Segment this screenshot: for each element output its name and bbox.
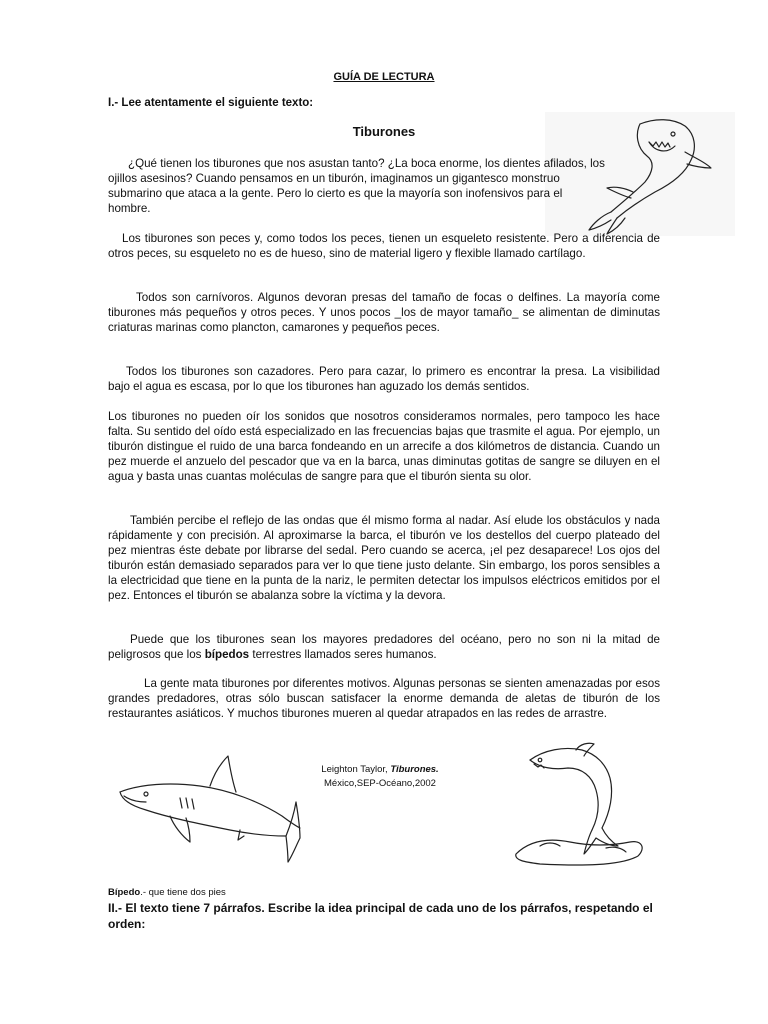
paragraph-3: Todos son carnívoros. Algunos devoran presas del tamaño de focas o delfines. La mayoría come tiburones más pequeños y otros peces. Y unos pocos _los de mayor tamaño_ se alimentan de diminutas criaturas marinas como plancton, camarones y pequeños peces. [108,291,660,334]
paragraph-4-continued: Los tiburones no pueden oír los sonidos que nosotros consideramos normales, pero tampoco les hace falta. Su sentido del oído está especializado en las frecuencias bajas que trasmite el agua. Por ejemplo, un tiburón distingue el ruido de una barca fondeando en un arrecife a dos kilómetros de distancia. Cuando un pez muerde el anzuelo del pescador que va en la barca, unas diminutas gotitas de sangre se diluyen en el agua y basta unas cuantas moléculas de sangre para que el tiburón sienta su olor. [108,410,660,483]
citation [300,763,460,791]
citation-author: Leighton Taylor, [321,764,391,775]
question-2: II.- El texto tiene 7 párrafos. Escribe la idea principal de cada uno de los párrafos, respetando el orden: [108,901,653,931]
citation-publisher: México,SEP-Océano,2002 [324,778,436,789]
definition-text: .- que tiene dos pies [140,887,226,898]
definition-term: Bípedo [108,887,141,898]
paragraph-1: ¿Qué tienen los tiburones que nos asustan tanto? ¿La boca enorme, los dientes afilados, los ojillos asesinos? Cuando pensamos en un tiburón, imaginamos un gigantesco monstruo submarino que ataca a la gente. Pero lo cierto es que la mayoría son inofensivos para el hombre. [108,157,605,215]
definition-note [108,887,226,898]
page-title: GUÍA DE LECTURA [333,71,435,83]
citation-book: Tiburones. [390,764,439,775]
paragraph-7: La gente mata tiburones por diferentes motivos. Algunas personas se sienten amenazadas por esos grandes predadores, otras sólo buscan satisfacer la enorme demanda de aletas de tiburón de los restaurantes asiáticos. Y muchos tiburones mueren al quedar atrapados en las redes de arrastre. [108,677,660,720]
paragraph-2: Los tiburones son peces y, como todos los peces, tienen un esqueleto resistente. Pero a diferencia de otros peces, su esqueleto no es de hueso, sino de material ligero y flexible llamado cartílago. [108,232,660,260]
paragraph-6: Puede que los tiburones sean los mayores predadores del océano, pero no son ni la mitad de peligrosos que los bípedos terrestres llamados seres humanos. [108,633,660,661]
bipedos-term: bípedos [204,648,250,661]
paragraph-4: Todos los tiburones son cazadores. Pero para cazar, lo primero es encontrar la presa. La visibilidad bajo el agua es escasa, por lo que los tiburones han aguzado los demás sentidos. [108,365,660,393]
article-title: Tiburones [352,124,416,139]
shark-drawing-icon [510,742,648,868]
instruction-text: I.- Lee atentamente el siguiente texto: [108,97,314,109]
shark-drawing-icon [110,752,310,864]
paragraph-5: También percibe el reflejo de las ondas que él mismo forma al nadar. Así elude los obstáculos y nada rápidamente y con precisión. Al aproximarse la barca, el tiburón ve los destellos del cuerpo plateado del pez mientras éste debate por librarse del sedal. Pero cuando se acerca, ¡el pez desaparece! Los ojos del tiburón están demasiado separados para ver lo que tiene justo delante. Sin embargo, los poros sensibles a la electricidad que tiene en la punta de la nariz, le permiten detectar los impulsos eléctricos emitidos por el pez. Entonces el tiburón se abalanza sobre la víctima y la devora. [108,514,660,602]
